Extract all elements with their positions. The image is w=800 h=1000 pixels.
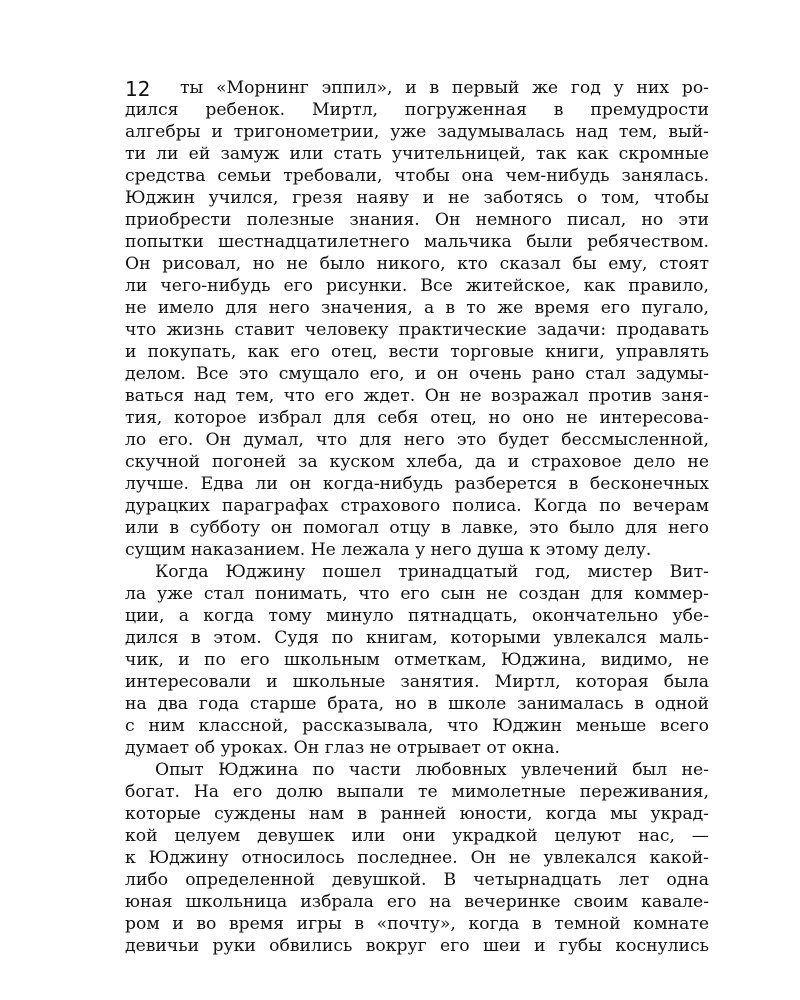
text-line: ром и во время игры в «почту», когда в темной комнате xyxy=(125,914,709,934)
text-line: Юджин учился, грезя наяву и не заботясь о том, чтобы xyxy=(125,188,709,208)
text-line: или в субботу он помогал отцу в лавке, это было для него xyxy=(125,518,709,538)
text-line: с ним классной, рассказывала, что Юджин меньше всего xyxy=(125,716,709,736)
text-line: которые суждены нам в ранней юности, когда мы украд- xyxy=(125,804,709,824)
text-line: девичьи руки обвились вокруг его шеи и губы коснулись xyxy=(125,936,709,956)
text-line: Когда Юджину пошел тринадцатый год, мистер Вит- xyxy=(155,562,709,582)
text-line: ваться над тем, что его ждет. Он не возражал против заня- xyxy=(125,386,709,406)
text-line: средства семьи требовали, чтобы она чем-нибудь занялась. xyxy=(125,166,709,186)
text-line: сущим наказанием. Не лежала у него душа к этому делу. xyxy=(125,540,652,560)
text-line: делом. Все это смущало его, и он очень рано стал задумы- xyxy=(125,364,709,384)
text-line: тия, которое избрал для себя отец, но оно не интересова- xyxy=(125,408,709,428)
text-line: дился в этом. Судя по книгам, которыми увлекался маль- xyxy=(125,628,709,648)
text-line: кой целуем девушек или они украдкой целуют нас, — xyxy=(125,826,709,846)
body-text xyxy=(125,77,709,957)
text-line: алгебры и тригонометрии, уже задумывалась над тем, вый- xyxy=(125,122,709,142)
text-line: попытки шестнадцатилетнего мальчика были ребячеством. xyxy=(125,232,709,252)
text-line: Он рисовал, но не было никого, кто сказал бы ему, стоят xyxy=(125,254,709,274)
text-line: скучной погоней за куском хлеба, да и страховое дело не xyxy=(125,452,709,472)
text-line: на два года старше брата, но в школе занималась в одной xyxy=(125,694,709,714)
text-line: дился ребенок. Миртл, погруженная в премудрости xyxy=(125,100,709,120)
text-line: ты «Морнинг эппил», и в первый же год у них ро- xyxy=(180,78,709,98)
text-line: чик, и по его школьным отметкам, Юджина, видимо, не xyxy=(125,650,709,670)
text-line: к Юджину относилось последнее. Он не увлекался какой- xyxy=(125,848,709,868)
text-line: ло его. Он думал, что для него это будет бессмысленной, xyxy=(125,430,709,450)
text-line: не имело для него значения, а в то же время его пугало, xyxy=(125,298,709,318)
text-line: ти ли ей замуж или стать учительницей, так как скромные xyxy=(125,144,709,164)
text-line: ции, а когда тому минуло пятнадцать, окончательно убе- xyxy=(125,606,709,626)
text-line: лучше. Едва ли он когда-нибудь разберется в бесконечных xyxy=(125,474,709,494)
text-line: дурацких параграфах страхового полиса. Когда по вечерам xyxy=(125,496,709,516)
text-line: думает об уроках. Он глаз не отрывает от окна. xyxy=(125,738,560,758)
text-line: юная школьница избрала его на вечеринке своим кавале- xyxy=(125,892,709,912)
text-line: богат. На его долю выпали те мимолетные переживания, xyxy=(125,782,709,802)
text-line: Опыт Юджина по части любовных увлечений был не- xyxy=(155,760,709,780)
text-line: ли чего-нибудь его рисунки. Все житейское, как правило, xyxy=(125,276,709,296)
text-line: ла уже стал понимать, что его сын не создан для коммер- xyxy=(125,584,709,604)
text-line: приобрести полезные знания. Он немного писал, но эти xyxy=(125,210,709,230)
page-number: 12 xyxy=(125,77,151,101)
text-line: и покупать, как его отец, вести торговые книги, управлять xyxy=(125,342,709,362)
text-line: либо определенной девушкой. В четырнадцать лет одна xyxy=(125,870,709,890)
text-line: интересовали и школьные занятия. Миртл, которая была xyxy=(125,672,709,692)
text-line: что жизнь ставит человеку практические задачи: продавать xyxy=(125,320,709,340)
